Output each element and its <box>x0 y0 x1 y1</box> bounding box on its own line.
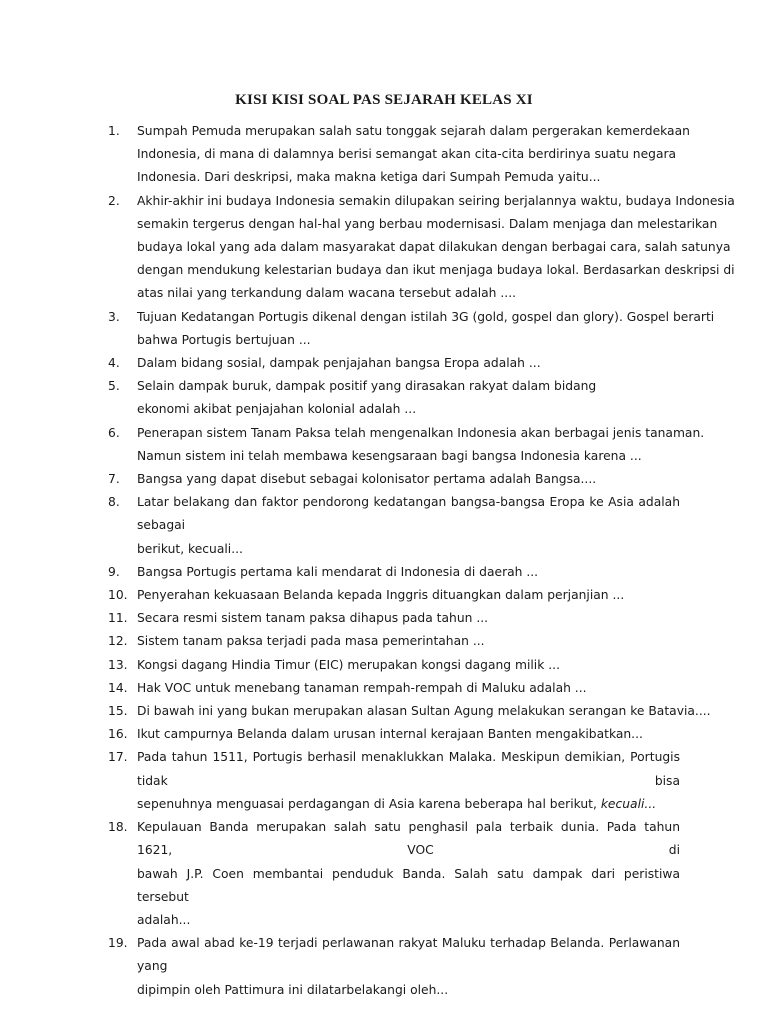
item-line: ekonomi akibat penjajahan kolonial adalah ... <box>137 402 417 417</box>
item-text <box>137 120 690 190</box>
item-line: Ikut campurnya Belanda dalam urusan internal kerajaan Banten mengakibatkan... <box>137 727 643 742</box>
item-line: bawah J.P. Coen membantai penduduk Banda. Salah satu dampak dari peristiwa tersebut <box>137 866 680 904</box>
item-line: Tujuan Kedatangan Portugis dikenal dengan istilah 3G (gold, gospel dan glory). Gospel berarti <box>137 309 715 324</box>
item-line: Bangsa Portugis pertama kali mendarat di Indonesia di daerah ... <box>137 564 539 579</box>
list-item <box>108 375 680 421</box>
item-line: Kongsi dagang Hindia Timur (EIC) merupakan kongsi dagang milik ... <box>137 657 560 672</box>
list-item <box>108 584 680 607</box>
item-line: atas nilai yang terkandung dalam wacana tersebut adalah .... <box>137 286 517 301</box>
list-item <box>108 422 705 468</box>
item-line: Pada awal abad ke-19 terjadi perlawanan rakyat Maluku terhadap Belanda. Perlawanan yang <box>137 936 680 974</box>
list-item <box>108 654 680 677</box>
item-line: Namun sistem ini telah membawa kesengsaraan bagi bangsa Indonesia karena ... <box>137 448 642 463</box>
page-title: KISI KISI SOAL PAS SEJARAH KELAS XI <box>235 92 533 108</box>
item-text <box>137 491 680 561</box>
item-text <box>137 932 680 1002</box>
list-item <box>108 190 735 306</box>
list-item <box>108 723 680 746</box>
item-number: 15. <box>108 704 128 719</box>
item-number: 11. <box>108 611 128 626</box>
item-line: Indonesia, di mana di dalamnya berisi semangat akan cita-cita berdirinya suatu negara <box>137 147 677 162</box>
item-text <box>137 607 680 630</box>
item-line: Latar belakang dan faktor pendorong kedatangan bangsa-bangsa Eropa ke Asia adalah sebagai <box>137 495 680 533</box>
item-text <box>137 190 735 306</box>
item-line: Indonesia. Dari deskripsi, maka makna ketiga dari Sumpah Pemuda yaitu... <box>137 170 601 185</box>
item-text <box>137 468 680 491</box>
item-text <box>137 375 680 421</box>
item-line: budaya lokal yang ada dalam masyarakat dapat dilakukan dengan berbagai cara, salah satunya <box>137 240 731 255</box>
item-line: Secara resmi sistem tanam paksa dihapus pada tahun ... <box>137 611 489 626</box>
list-item <box>108 932 680 1002</box>
item-number: 12. <box>108 634 128 649</box>
item-line: Sistem tanam paksa terjadi pada masa pemerintahan ... <box>137 634 485 649</box>
item-line: Penyerahan kekuasaan Belanda kepada Inggris dituangkan dalam perjanjian ... <box>137 588 625 603</box>
item-number: 16. <box>108 727 128 742</box>
list-item <box>108 630 680 653</box>
item-text <box>137 677 680 700</box>
question-list <box>108 120 735 1002</box>
item-line: dipimpin oleh Pattimura ini dilatarbelakangi oleh... <box>137 982 449 997</box>
item-line: dengan mendukung kelestarian budaya dan ikut menjaga budaya lokal. Berdasarkan deskripsi di <box>137 263 735 278</box>
item-number: 9. <box>108 564 120 579</box>
item-text <box>137 306 715 352</box>
list-item <box>108 468 680 491</box>
item-number: 18. <box>108 820 128 835</box>
item-number: 10. <box>108 588 128 603</box>
item-line: Sumpah Pemuda merupakan salah satu tonggak sejarah dalam pergerakan kemerdekaan <box>137 124 690 138</box>
item-line: Di bawah ini yang bukan merupakan alasan Sultan Agung melakukan serangan ke Batavia.... <box>137 704 711 719</box>
item-number: 3. <box>108 309 120 324</box>
item-number: 1. <box>108 124 120 138</box>
list-item <box>108 120 690 190</box>
list-item <box>108 561 680 584</box>
item-line: Kepulauan Banda merupakan salah satu penghasil pala terbaik dunia. Pada tahun 1621, VOC di <box>137 820 680 858</box>
list-item <box>108 700 711 723</box>
item-line-text: sepenuhnya menguasai perdagangan di Asia karena beberapa hal berikut, <box>137 796 601 811</box>
item-text <box>137 584 680 607</box>
item-text <box>137 630 680 653</box>
item-line: bahwa Portugis bertujuan ... <box>137 332 311 347</box>
item-line-italic: kecuali... <box>600 796 657 811</box>
list-item <box>108 677 680 700</box>
item-line <box>137 793 680 816</box>
item-number: 2. <box>108 193 120 208</box>
list-item <box>108 607 680 630</box>
item-number: 4. <box>108 356 120 371</box>
item-line: adalah... <box>137 912 191 927</box>
list-item <box>108 352 680 375</box>
list-item <box>108 491 680 561</box>
item-line: berikut, kecuali... <box>137 541 243 556</box>
item-text <box>137 422 705 468</box>
item-number: 8. <box>108 495 120 510</box>
item-line: Bangsa yang dapat disebut sebagai kolonisator pertama adalah Bangsa.... <box>137 472 597 487</box>
item-text <box>137 654 680 677</box>
item-text <box>137 723 680 746</box>
item-text <box>137 700 711 723</box>
item-text <box>137 816 680 932</box>
item-text <box>137 561 680 584</box>
item-number: 7. <box>108 472 120 487</box>
item-line: semakin tergerus dengan hal-hal yang berbau modernisasi. Dalam menjaga dan melestarikan <box>137 216 718 231</box>
list-item <box>108 746 680 816</box>
item-line: Dalam bidang sosial, dampak penjajahan bangsa Eropa adalah ... <box>137 356 541 371</box>
item-number: 17. <box>108 750 128 765</box>
item-line: Pada tahun 1511, Portugis berhasil menaklukkan Malaka. Meskipun demikian, Portugis tidak bisa <box>137 750 680 788</box>
item-number: 19. <box>108 936 128 951</box>
list-item <box>108 816 680 932</box>
item-number: 6. <box>108 425 120 440</box>
item-text <box>137 746 680 816</box>
item-number: 14. <box>108 680 128 695</box>
item-line: Hak VOC untuk menebang tanaman rempah-rempah di Maluku adalah ... <box>137 680 587 695</box>
item-line: Selain dampak buruk, dampak positif yang dirasakan rakyat dalam bidang <box>137 379 597 394</box>
item-line: Akhir-akhir ini budaya Indonesia semakin dilupakan seiring berjalannya waktu, budaya Indonesia <box>137 193 735 208</box>
item-number: 13. <box>108 657 128 672</box>
item-number: 5. <box>108 379 120 394</box>
item-text <box>137 352 680 375</box>
list-item <box>108 306 715 352</box>
item-line: Penerapan sistem Tanam Paksa telah mengenalkan Indonesia akan berbagai jenis tanaman. <box>137 425 705 440</box>
